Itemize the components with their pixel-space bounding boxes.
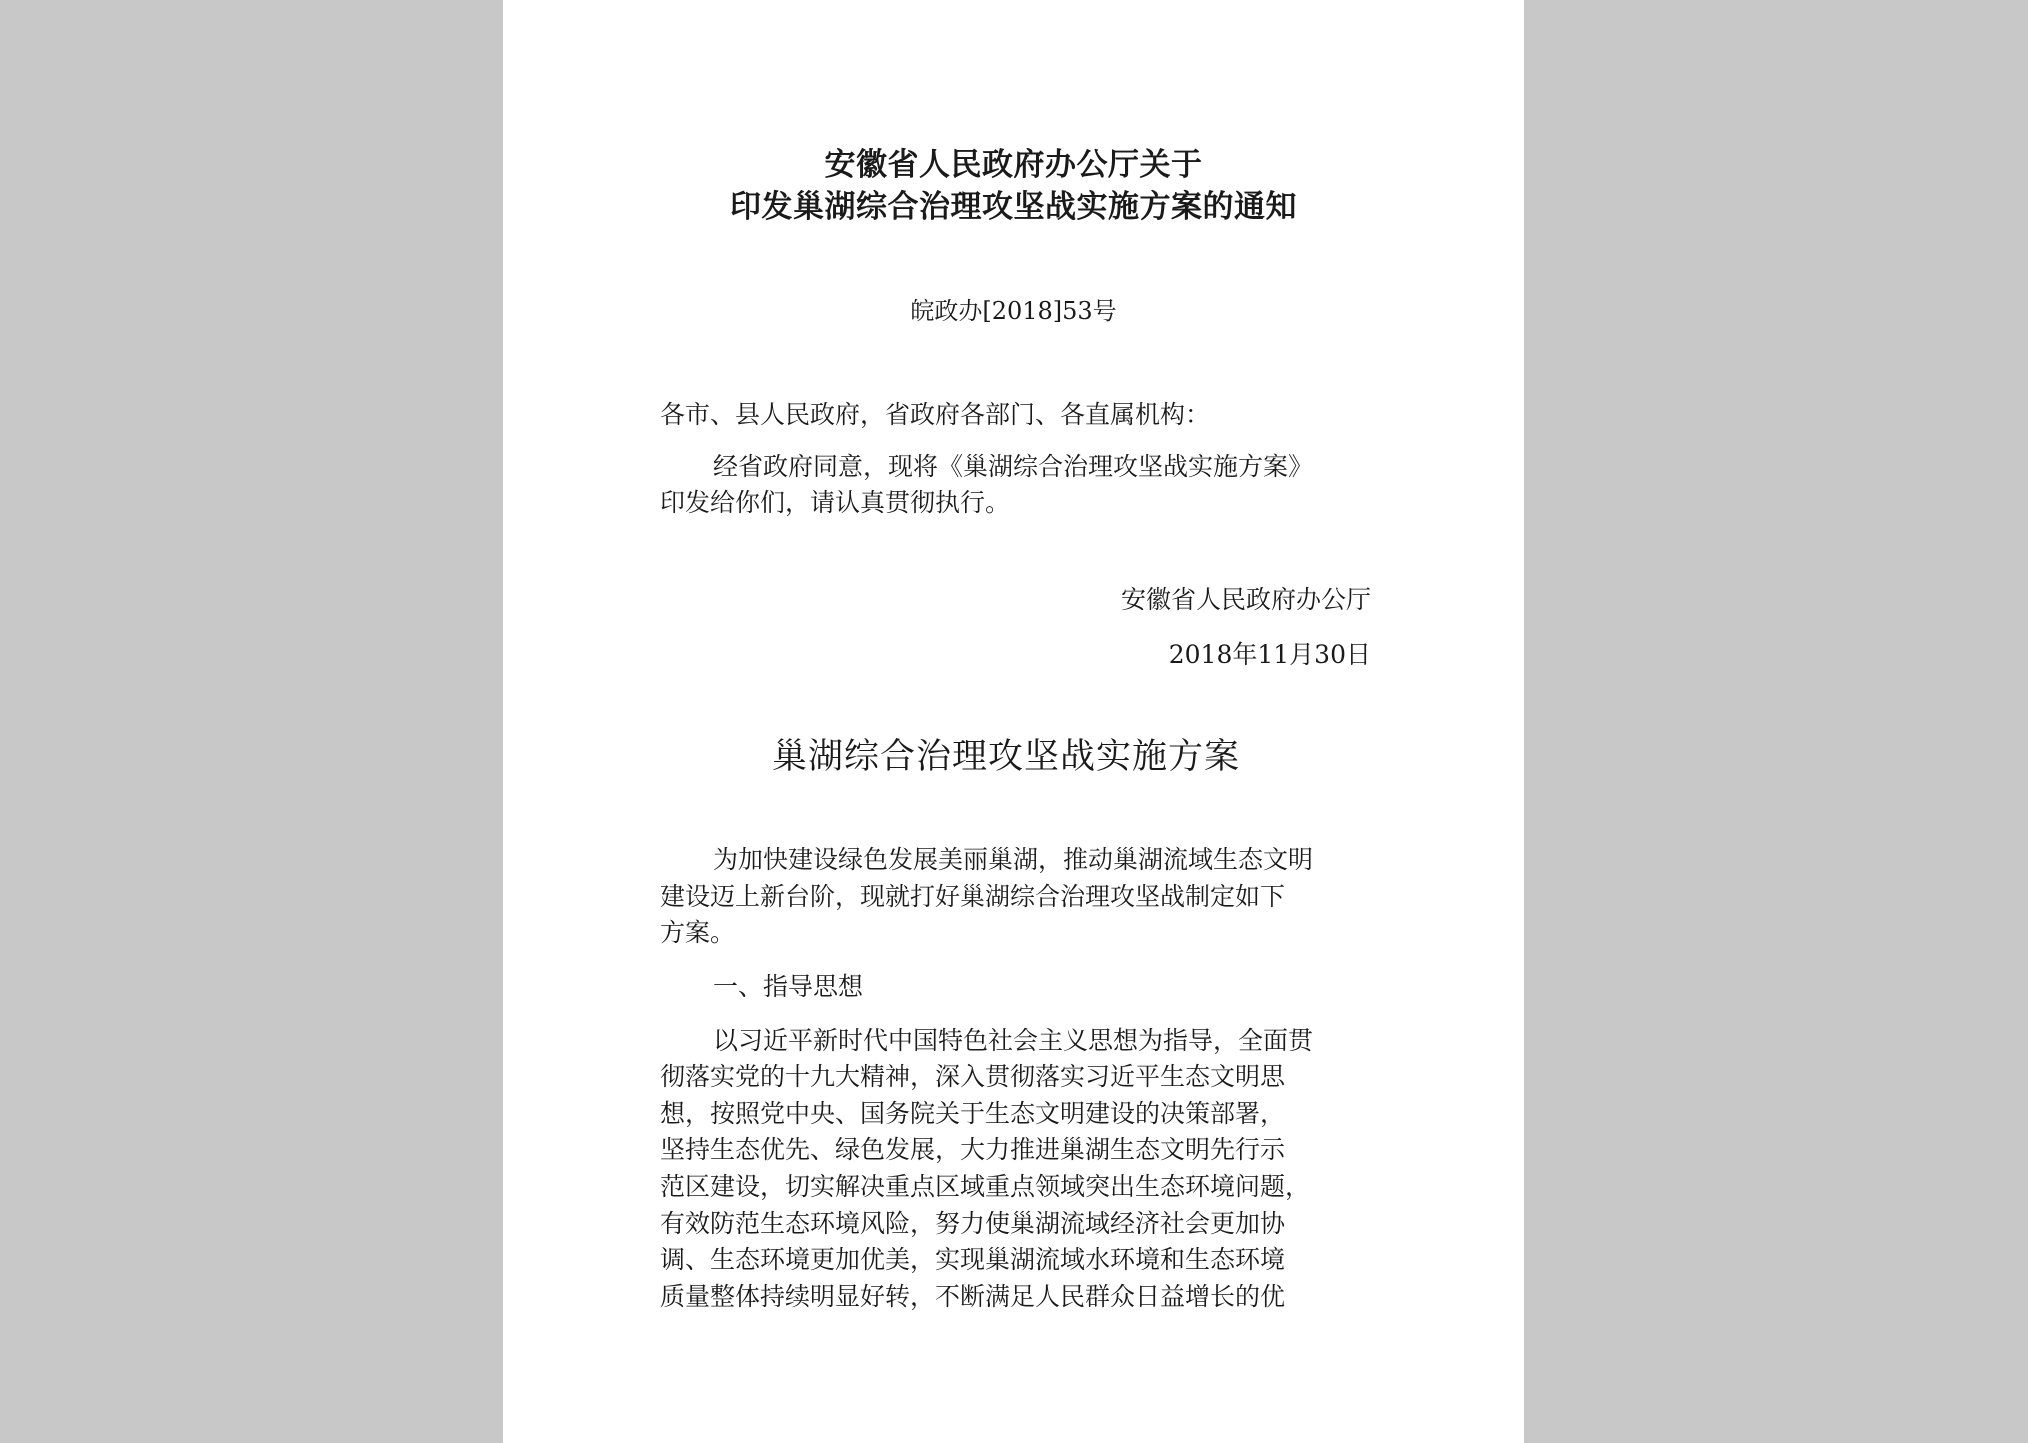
section-body-line: 坚持生态优先、绿色发展，大力推进巢湖生态文明先行示 <box>660 1135 1286 1164</box>
section-body-line: 有效防范生态环境风险，努力使巢湖流域经济社会更加协 <box>660 1209 1286 1238</box>
section-body-line: 想，按照党中央、国务院关于生态文明建设的决策部署， <box>660 1099 1286 1128</box>
plan-title: 巢湖综合治理攻坚战实施方案 <box>772 737 1241 777</box>
notice-title-line1: 安徽省人民政府办公厅关于 <box>824 147 1203 183</box>
section-heading: 一、指导思想 <box>713 972 864 1001</box>
notice-body-line1: 经省政府同意，现将《巢湖综合治理攻坚战实施方案》 <box>713 452 1314 481</box>
document-page <box>503 0 1524 1443</box>
section-body-line: 质量整体持续明显好转，不断满足人民群众日益增长的优 <box>660 1282 1286 1311</box>
intro-line: 建设迈上新台阶，现就打好巢湖综合治理攻坚战制定如下 <box>660 882 1286 911</box>
section-body-line: 彻落实党的十九大精神，深入贯彻落实习近平生态文明思 <box>660 1062 1286 1091</box>
addressee: 各市、县人民政府，省政府各部门、各直属机构： <box>660 400 1211 429</box>
intro-line: 为加快建设绿色发展美丽巢湖，推动巢湖流域生态文明 <box>713 845 1314 874</box>
issuer-signature: 安徽省人民政府办公厅 <box>1120 585 1371 614</box>
document-number: 皖政办[2018]53号 <box>910 297 1117 325</box>
issue-date: 2018年11月30日 <box>1168 640 1371 669</box>
section-body-line: 调、生态环境更加优美，实现巢湖流域水环境和生态环境 <box>660 1245 1286 1274</box>
notice-body-line2: 印发给你们，请认真贯彻执行。 <box>660 488 1011 517</box>
section-body-line: 范区建设，切实解决重点区域重点领域突出生态环境问题， <box>660 1172 1311 1201</box>
section-body-line: 以习近平新时代中国特色社会主义思想为指导，全面贯 <box>713 1026 1314 1055</box>
intro-line: 方案。 <box>660 918 736 947</box>
notice-title-line2: 印发巢湖综合治理攻坚战实施方案的通知 <box>730 189 1297 225</box>
